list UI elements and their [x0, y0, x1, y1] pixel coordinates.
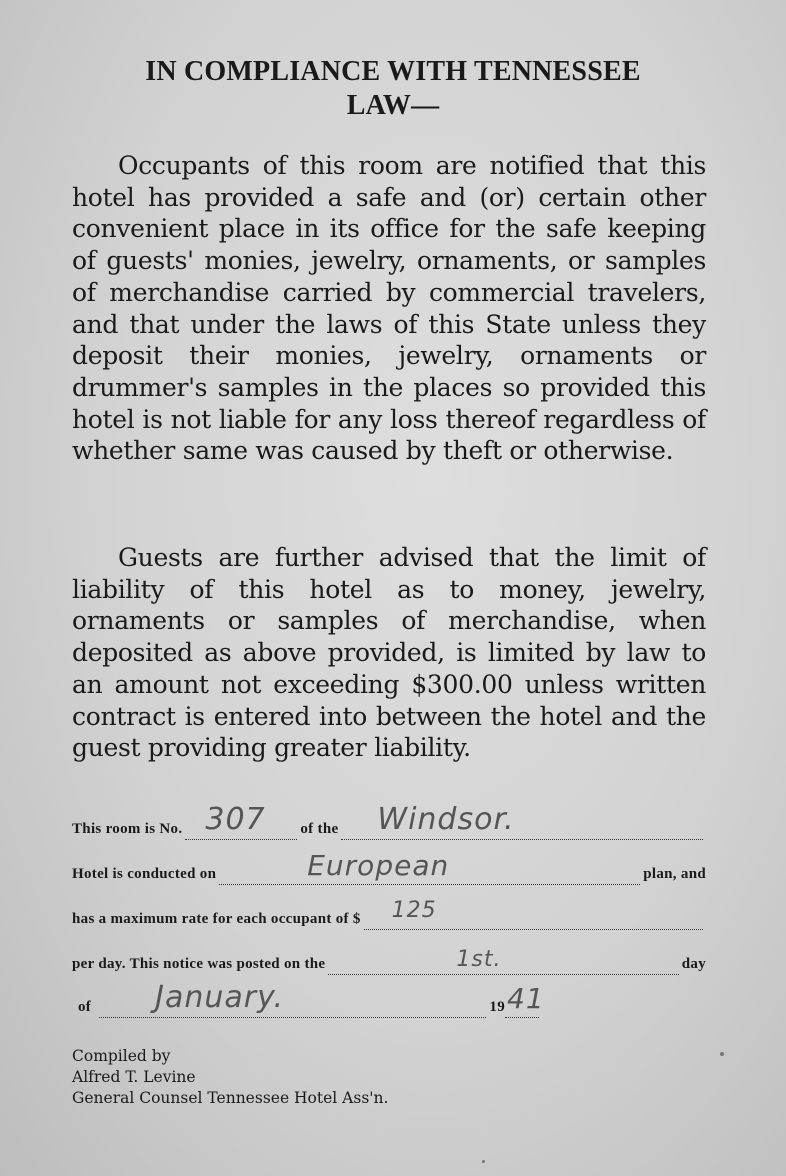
form-row-posted: [72, 945, 706, 975]
room-number-value: 307: [205, 802, 266, 837]
hotel-name-field[interactable]: [341, 802, 703, 840]
footer-line-3: General Counsel Tennessee Hotel Ass'n.: [72, 1089, 389, 1107]
form-row-room: [72, 802, 706, 840]
plan-label: plan, and: [643, 866, 706, 882]
paragraph-occupants-notice: [72, 150, 706, 467]
paper-speck: [482, 1160, 485, 1163]
form-row-rate: [72, 900, 706, 930]
title-line-1: IN COMPLIANCE WITH TENNESSEE: [145, 56, 641, 87]
of-the-label: of the: [300, 821, 339, 837]
paragraph-2-text: Guests are further advised that the limit of liability of this hotel as to money, jewelry, ornaments or samples of merchandise, when deposited as above provided, is limited by law to an amount not exceeding $300.00 unless written contract is entered into between the hotel and the guest providing greater liability.: [72, 543, 706, 763]
notice-title: [60, 55, 726, 123]
year-value: 41: [507, 982, 545, 1015]
room-number-field[interactable]: [185, 802, 297, 840]
month-field[interactable]: [99, 980, 486, 1018]
paper-speck: [720, 1052, 724, 1056]
rate-value: 125: [391, 898, 437, 923]
of-label: of: [78, 999, 92, 1015]
conducted-label: Hotel is conducted on: [72, 866, 217, 882]
paragraph-liability-limit: [72, 542, 706, 764]
compiler-credit: [72, 1046, 572, 1109]
hotel-name-value: Windsor.: [377, 802, 515, 837]
year-prefix: 19: [489, 999, 505, 1015]
plan-field[interactable]: [219, 849, 640, 885]
per-day-label: per day. This notice was posted on the: [72, 956, 326, 972]
day-value: 1st.: [456, 947, 502, 972]
month-value: January.: [155, 980, 285, 1015]
footer-line-1: Compiled by: [72, 1047, 171, 1065]
plan-value: European: [307, 849, 450, 882]
day-field[interactable]: [328, 944, 678, 975]
form-row-month-year: [72, 980, 545, 1018]
rate-field[interactable]: [364, 899, 703, 930]
year-field[interactable]: [505, 982, 545, 1018]
room-label: This room is No.: [72, 821, 183, 837]
paragraph-1-text: Occupants of this room are notified that this hotel has provided a safe and (or) certain other convenient place in its office for the safe keeping of guests' monies, jewelry, ornaments, or samples of merchandise carried by commercial travelers, and that under the laws of this State unless they deposit their monies, jewelry, ornaments or drummer's samples in the places so provided this hotel is not liable for any loss thereof regardless of whether same was caused by theft or otherwise.: [72, 151, 706, 466]
footer-line-2: Alfred T. Levine: [72, 1068, 196, 1086]
rate-label: has a maximum rate for each occupant of $: [72, 911, 361, 927]
form-row-plan: [72, 849, 706, 885]
title-line-2: LAW—: [346, 90, 440, 121]
day-label: day: [681, 956, 706, 972]
